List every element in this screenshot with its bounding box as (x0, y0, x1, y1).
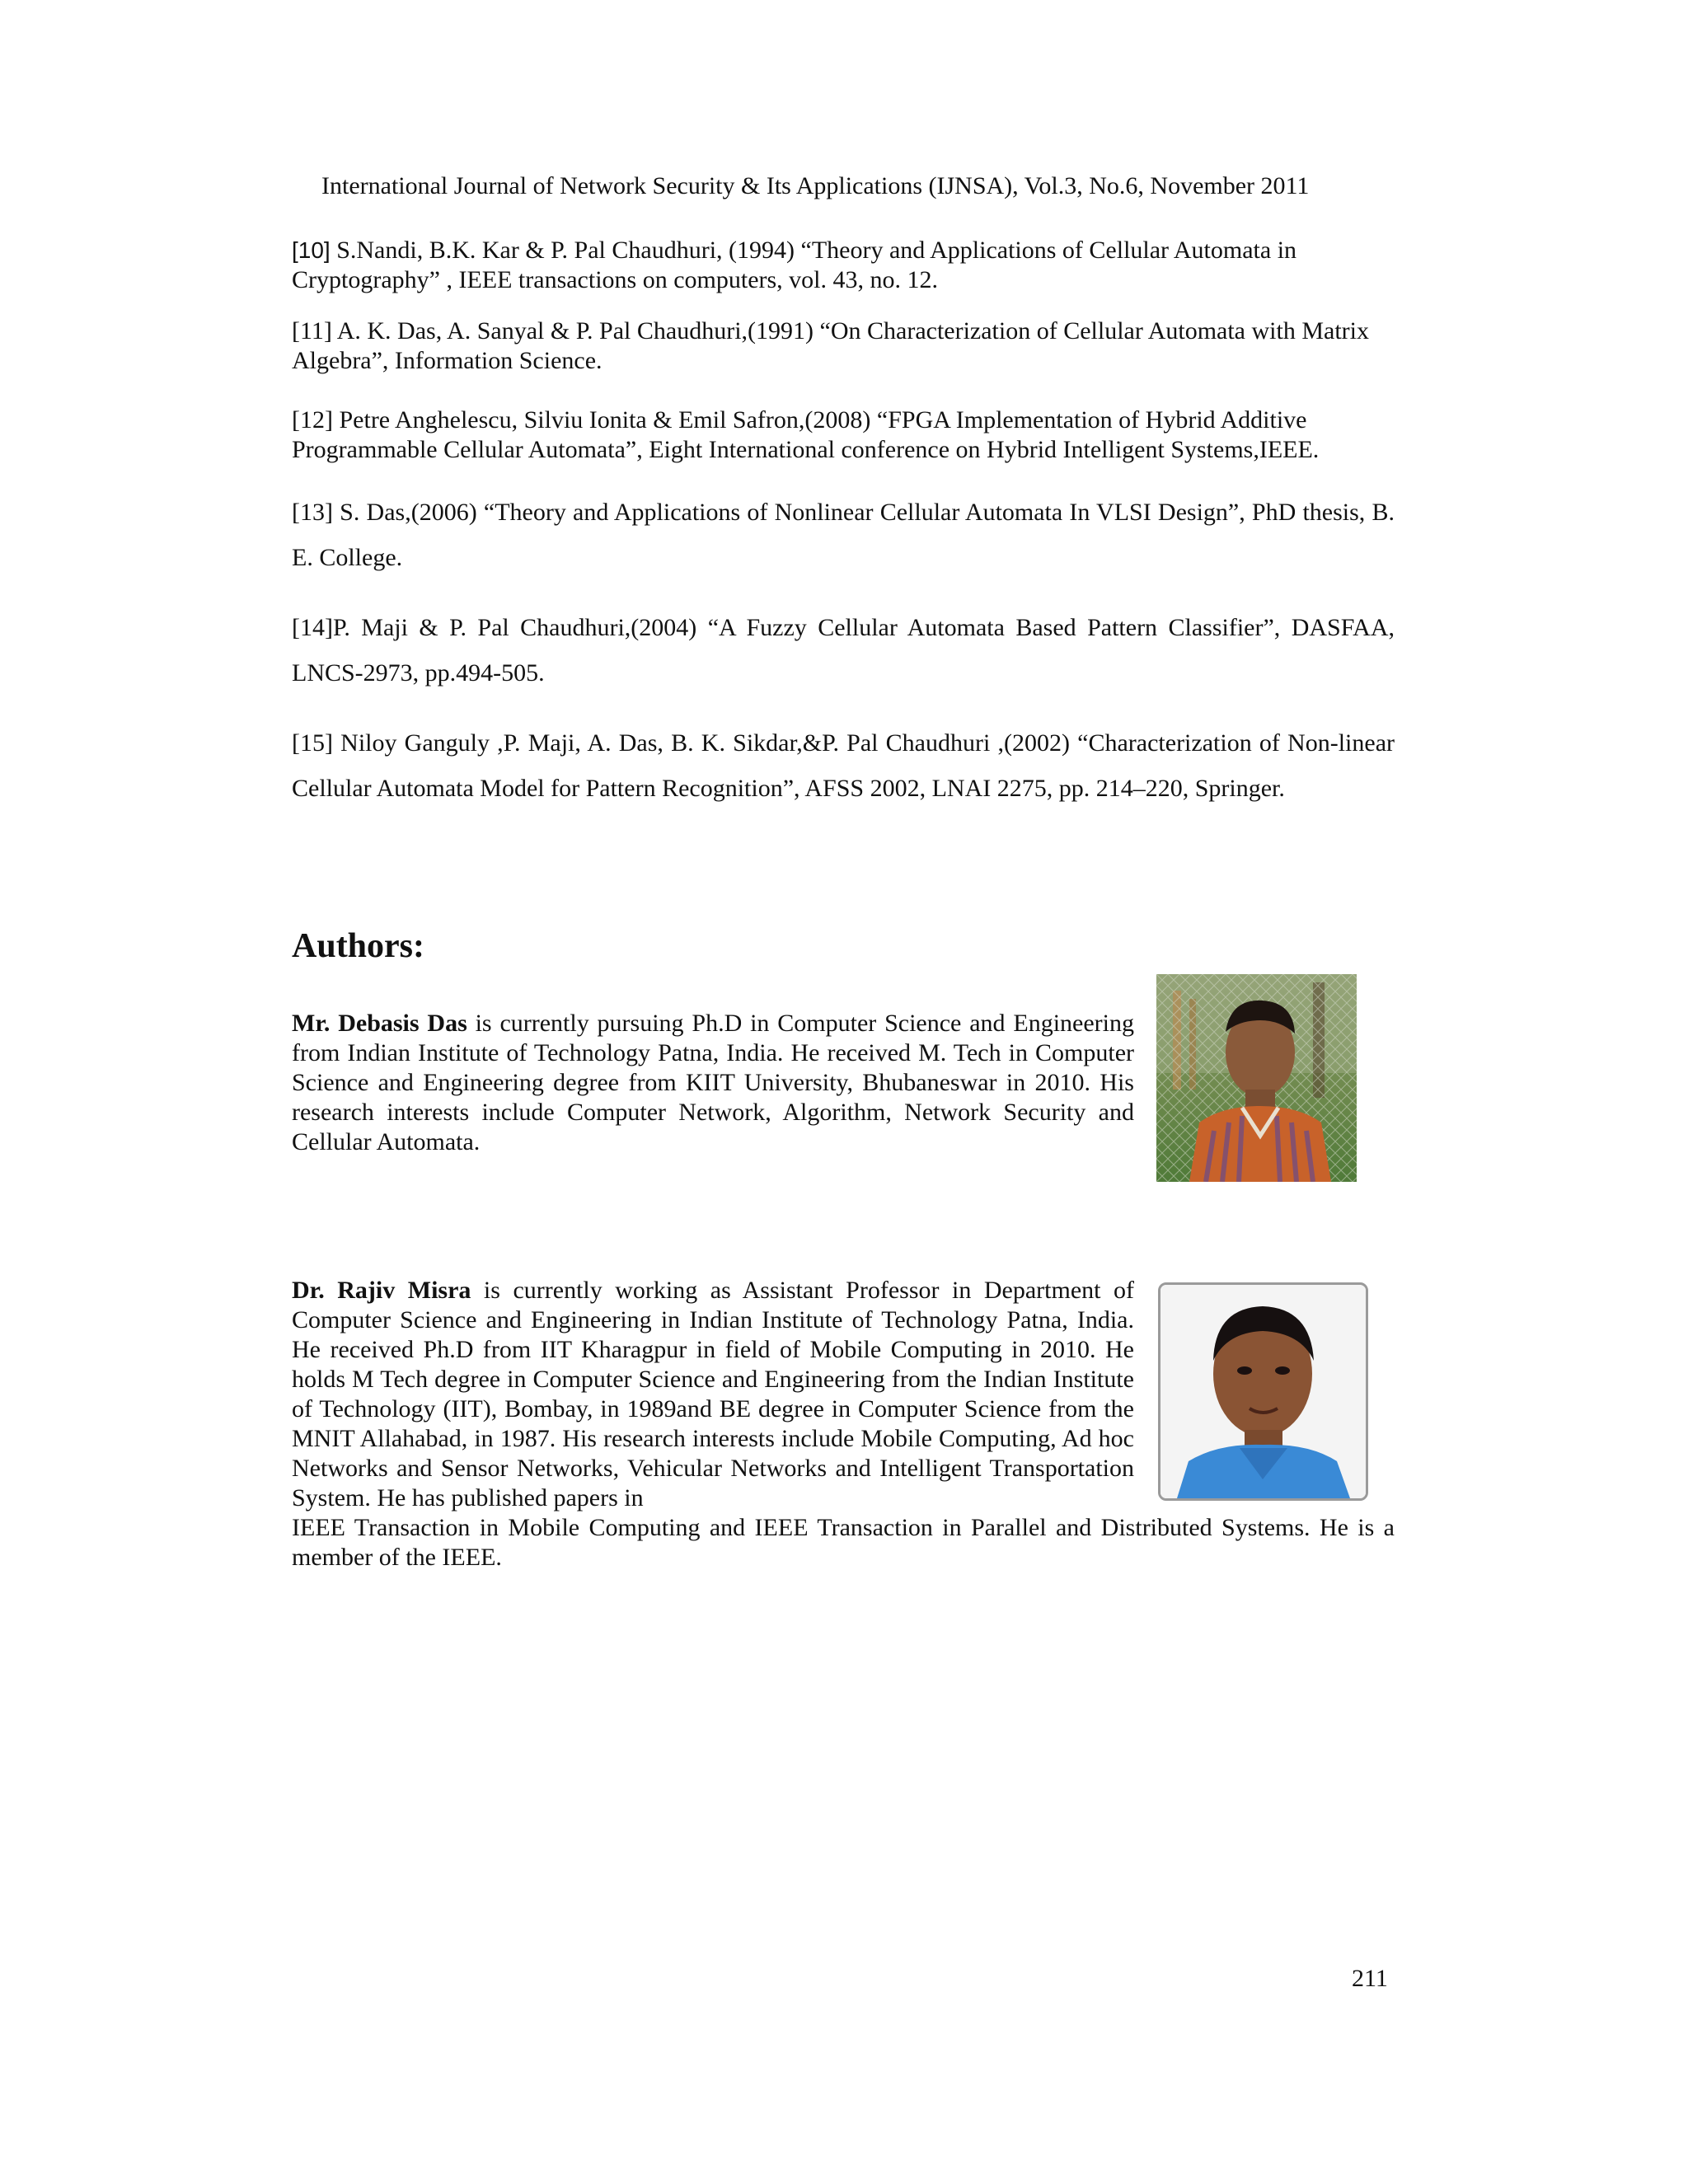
author-name: Mr. Debasis Das (292, 1010, 467, 1037)
page-number: 211 (1352, 1965, 1388, 1992)
reference-item: [12] Petre Anghelescu, Silviu Ionita & Emil Safron,(2008) “FPGA Implementation of Hybrid Additive Programmable Cellular Automata”, Eight International conference on Hybrid Intelligent Systems,IEEE. (292, 406, 1320, 463)
reference-text: S.Nandi, B.K. Kar & P. Pal Chaudhuri, (1994) “Theory and Applications of Cellular Automata in Cryptography” , IEEE transactions on computers, vol. 43, no. 12. (292, 237, 1297, 293)
author-photo-debasis-das (1156, 974, 1357, 1182)
authors-heading: Authors: (292, 927, 425, 965)
reference-item: [14]P. Maji & P. Pal Chaudhuri,(2004) “A Fuzzy Cellular Automata Based Pattern Classifier”, DASFAA, LNCS-2973, pp.494-505. (292, 614, 1395, 687)
reference-item (292, 236, 1395, 295)
reference-item: [11] A. K. Das, A. Sanyal & P. Pal Chaudhuri,(1991) “On Characterization of Cellular Automata with Matrix Algebra”, Information Science. (292, 317, 1369, 374)
author-photo-rajiv-misra (1158, 1282, 1368, 1501)
reference-item: [15] Niloy Ganguly ,P. Maji, A. Das, B. K. Sikdar,&P. Pal Chaudhuri ,(2002) “Characterization of Non-linear Cellular Automata Model for Pattern Recognition”, AFSS 2002, LNAI 2275, pp. 214–220, Springer. (292, 729, 1395, 802)
author-bio-continued: IEEE Transaction in Mobile Computing and IEEE Transaction in Parallel and Distributed Systems. He is a member of the IEEE. (292, 1514, 1395, 1571)
portrait-image (1156, 974, 1357, 1182)
author-name: Dr. Rajiv Misra (292, 1277, 471, 1304)
reference-list (292, 236, 1395, 811)
reference-number: [10] (292, 237, 331, 263)
author-bio (292, 1009, 1134, 1157)
portrait-image (1160, 1285, 1366, 1498)
author-bio-text: is currently working as Assistant Professor in Department of Computer Science and Engineering in Indian Institute of Technology Patna, India. He received Ph.D from IIT Kharagpur in field of Mobile Computing in 2010. He holds M Tech degree in Computer Science and Engineering from the Indian Institute of Technology (IIT), Bombay, in 1989and BE degree in Computer Science from the MNIT Allahabad, in 1987. His research interests include Mobile Computing, Ad hoc Networks and Sensor Networks, Vehicular Networks and Intelligent Transportation System. He has published papers in (292, 1277, 1134, 1511)
author-bio (292, 1276, 1134, 1513)
reference-item: [13] S. Das,(2006) “Theory and Applications of Nonlinear Cellular Automata In VLSI Design”, PhD thesis, B. E. College. (292, 499, 1395, 571)
author-bio-text: is currently pursuing Ph.D in Computer Science and Engineering from Indian Institute of Technology Patna, India. He received M. Tech in Computer Science and Engineering degree from KIIT University, Bhubaneswar in 2010. His research interests include Computer Network, Algorithm, Network Security and Cellular Automata. (292, 1010, 1134, 1155)
running-header: International Journal of Network Security & Its Applications (IJNSA), Vol.3, No.6, November 2011 (321, 172, 1310, 199)
